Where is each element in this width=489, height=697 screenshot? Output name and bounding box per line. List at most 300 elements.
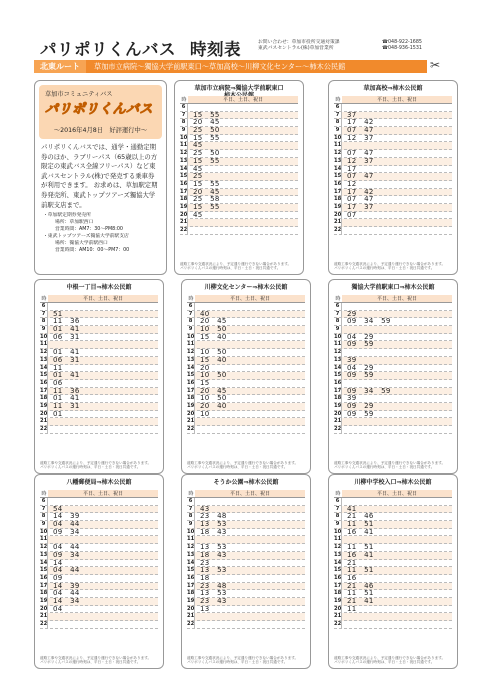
hour-cell: 6	[334, 303, 342, 310]
minutes-cell: 11 36	[53, 386, 80, 395]
hour-cell: 16	[40, 379, 48, 386]
minutes-cell	[342, 426, 452, 433]
contact-label: 東武バスセントラル(株)草加営業所	[258, 46, 334, 52]
hour-cell: 13	[334, 157, 342, 164]
hour-cell: 11	[40, 536, 48, 543]
minutes-cell: 04 29	[347, 332, 374, 341]
minutes-cell: 12 37	[347, 156, 374, 165]
timetable-row	[187, 418, 305, 426]
hour-cell: 8	[187, 318, 195, 325]
hour-cell: 6	[187, 498, 195, 505]
hour-cell: 19	[40, 597, 48, 604]
timetable-row	[187, 606, 305, 614]
minutes-cell: 07 47	[347, 172, 374, 181]
stop-title: 草加市立病院⇒獨協大学前駅東口	[194, 85, 284, 92]
info-subtitle: 草加市コミュニティバス	[45, 91, 113, 98]
minutes-cell: 20	[200, 363, 210, 372]
hour-cell: 17	[180, 188, 188, 195]
timetable-row	[187, 426, 305, 434]
stop-title: 草加高校⇒柿木公民館	[363, 85, 423, 92]
hour-cell: 16	[187, 574, 195, 581]
hour-cell: 21	[40, 613, 48, 620]
hour-cell: 22	[180, 227, 188, 233]
minutes-cell: 11 51	[347, 543, 374, 552]
minutes-cell: 14	[53, 558, 63, 567]
timetable	[40, 490, 158, 629]
hour-cell: 11	[187, 536, 195, 543]
minutes-cell: 21 46	[347, 581, 374, 590]
hour-cell: 8	[187, 513, 195, 520]
minutes-cell: 10 50	[200, 348, 227, 357]
minutes-cell: 04 44	[53, 520, 80, 529]
minutes-cell: 39	[347, 394, 357, 403]
office-place: 場所：獨協大学前駅西口	[55, 241, 108, 247]
route-name: 北東ルート	[34, 60, 86, 73]
panel-note: 道路工事や交通状況により、予定通り運行できない場合があります。 パリポリくんバスの運行時刻は、平日・土日・祝日共通です。	[187, 460, 299, 470]
minutes-cell: 23 48	[200, 512, 227, 521]
minutes-cell: 17	[347, 164, 357, 173]
minutes-cell: 15 55	[193, 133, 220, 142]
timetable-row	[334, 426, 452, 434]
minutes-cell	[48, 536, 158, 543]
hour-cell: 12	[180, 150, 188, 157]
hour-cell: 12	[40, 544, 48, 551]
minutes-cell: 11 51	[347, 520, 374, 529]
minutes-cell: 13	[200, 604, 210, 613]
info-panel	[34, 80, 167, 275]
timetable-header	[180, 96, 298, 104]
minutes-cell: 20 45	[200, 317, 227, 326]
minutes-cell: 45	[193, 210, 203, 219]
timetable-panel	[34, 474, 164, 669]
hour-cell: 13	[334, 551, 342, 558]
minutes-cell: 18 43	[200, 527, 227, 536]
timetable	[334, 295, 452, 434]
minutes-cell: 07 47	[347, 126, 374, 135]
hour-cell: 7	[187, 506, 195, 513]
hour-cell: 14	[40, 364, 48, 371]
hour-cell: 11	[180, 142, 188, 149]
hour-cell: 17	[187, 582, 195, 589]
hour-cell: 21	[180, 219, 188, 226]
hour-cell: 22	[334, 621, 342, 627]
hour-cell: 9	[187, 326, 195, 333]
hour-header: 時	[41, 491, 47, 497]
days-header: 平日、土日、祝日	[342, 96, 452, 103]
hour-cell: 8	[334, 513, 342, 520]
hour-cell: 19	[187, 597, 195, 604]
minutes-cell: 14 39	[53, 512, 80, 521]
minutes-cell	[342, 104, 452, 111]
minutes-cell: 09	[53, 573, 63, 582]
hour-cell: 13	[180, 157, 188, 164]
hour-cell: 18	[187, 395, 195, 402]
minutes-cell: 37	[347, 110, 357, 119]
minutes-cell	[48, 621, 158, 628]
timetable	[187, 490, 305, 629]
minutes-cell	[342, 418, 452, 425]
minutes-cell: 43	[200, 504, 210, 513]
hour-cell: 7	[187, 311, 195, 318]
route-bar	[34, 60, 427, 73]
hour-cell: 16	[334, 180, 342, 187]
days-header: 平日、土日、祝日	[195, 295, 305, 302]
minutes-cell: 13 53	[200, 520, 227, 529]
hour-cell: 13	[187, 551, 195, 558]
hour-cell: 13	[40, 551, 48, 558]
minutes-cell	[195, 536, 305, 543]
days-header: 平日、土日、祝日	[188, 96, 298, 103]
minutes-cell: 10 50	[200, 325, 227, 334]
hour-cell: 10	[334, 333, 342, 340]
hour-cell: 21	[334, 219, 342, 226]
timetable-row	[40, 613, 158, 621]
minutes-cell: 06	[53, 378, 63, 387]
days-header: 平日、土日、祝日	[342, 490, 452, 497]
hour-cell: 8	[40, 513, 48, 520]
info-description: パリポリくんバスでは、通学・通勤定期券のほか、ラブリーパス（65歳以上の方限定の東武バス全線フリーパス）など東武バスセントラル(株)で発売する乗車券が利用できます。 お求めは、草加駅定期券発売所、東武トップツアーズ獨協大学前駅支店まで。	[41, 143, 158, 209]
panel-note: 道路工事や交通状況により、予定通り運行できない場合があります。 パリポリくんバスの運行時刻は、平日・土日・祝日共通です。	[180, 261, 292, 271]
timetable-row	[334, 621, 452, 629]
minutes-cell: 40	[200, 309, 210, 318]
title-text: パリポリくんバス	[40, 40, 176, 59]
minutes-cell: 29	[347, 309, 357, 318]
minutes-cell: 11	[347, 604, 357, 613]
hour-cell: 19	[334, 203, 342, 210]
minutes-cell: 07 47	[347, 195, 374, 204]
contact-phone: ☎048-922-1685	[382, 40, 422, 45]
stop-title: 八幡郵便局⇒柿木公民館	[66, 479, 132, 486]
hour-cell: 20	[334, 211, 342, 218]
minutes-cell: 01	[53, 409, 63, 418]
hour-cell: 14	[187, 364, 195, 371]
info-banner	[39, 85, 162, 139]
minutes-cell: 21 46	[347, 512, 374, 521]
minutes-cell: 16	[347, 573, 357, 582]
timetable-row	[334, 411, 452, 419]
hour-cell: 17	[334, 582, 342, 589]
minutes-cell: 09 59	[347, 409, 374, 418]
minutes-cell: 13 53	[200, 543, 227, 552]
hour-cell: 7	[334, 112, 342, 119]
minutes-cell: 45	[193, 164, 203, 173]
stop-title: 獨協大学前駅東口⇒柿木公民館	[351, 284, 435, 291]
info-offices	[35, 210, 166, 254]
hour-cell: 16	[40, 574, 48, 581]
hour-cell: 16	[180, 180, 188, 187]
minutes-cell	[195, 303, 305, 310]
minutes-cell: 16 41	[347, 550, 374, 559]
timetable-panel	[174, 80, 304, 275]
timetable-row	[334, 212, 452, 220]
hour-cell: 9	[187, 521, 195, 528]
minutes-cell: 01 41	[53, 348, 80, 357]
stop-title: そうか公園⇒柿木公民館	[213, 479, 279, 486]
hour-cell: 20	[187, 605, 195, 612]
minutes-cell	[342, 498, 452, 505]
timetable-row	[40, 606, 158, 614]
days-header: 平日、土日、祝日	[195, 490, 305, 497]
panel-note: 道路工事や交通状況により、予定通り運行できない場合があります。 パリポリくんバスの運行時刻は、平日・土日・祝日共通です。	[334, 655, 446, 665]
minutes-cell	[342, 621, 452, 628]
minutes-cell: 14 34	[53, 596, 80, 605]
minutes-cell	[342, 349, 452, 356]
hour-cell: 18	[187, 590, 195, 597]
hour-cell: 8	[334, 119, 342, 126]
hour-cell: 21	[187, 418, 195, 425]
minutes-cell: 45	[193, 141, 203, 150]
minutes-cell: 15 40	[200, 332, 227, 341]
minutes-cell: 10	[200, 409, 210, 418]
minutes-cell: 11	[53, 363, 63, 372]
minutes-cell	[342, 326, 452, 333]
days-header: 平日、土日、祝日	[342, 295, 452, 302]
hour-cell: 10	[334, 528, 342, 535]
timetable-row	[187, 411, 305, 419]
hour-cell: 11	[334, 341, 342, 348]
hour-cell: 7	[334, 311, 342, 318]
hour-cell: 16	[334, 574, 342, 581]
hour-header: 時	[181, 97, 187, 103]
stop-title: 川柳文化センター⇒柿木公民館	[204, 284, 288, 291]
hour-cell: 21	[187, 613, 195, 620]
hour-cell: 17	[187, 387, 195, 394]
minutes-cell	[48, 613, 158, 620]
hour-cell: 14	[180, 165, 188, 172]
hour-cell: 19	[187, 402, 195, 409]
hour-cell: 17	[40, 582, 48, 589]
hour-cell: 10	[187, 333, 195, 340]
scissors-icon: ✂	[430, 58, 441, 72]
hour-cell: 12	[334, 150, 342, 157]
minutes-cell: 04 44	[53, 589, 80, 598]
minutes-cell	[48, 426, 158, 433]
hour-cell: 6	[180, 104, 188, 111]
timetable-panel	[181, 474, 311, 669]
minutes-cell: 09 34 59	[347, 317, 391, 326]
hour-cell: 13	[40, 356, 48, 363]
hour-cell: 9	[180, 127, 188, 134]
hour-cell: 15	[40, 567, 48, 574]
minutes-cell: 11 36	[53, 317, 80, 326]
minutes-cell: 20 45	[200, 386, 227, 395]
minutes-cell: 39	[347, 355, 357, 364]
timetable-header	[334, 96, 452, 104]
hour-header: 時	[335, 491, 341, 497]
minutes-cell	[48, 418, 158, 425]
timetable-panel	[328, 80, 458, 275]
minutes-cell: 20 45	[193, 187, 220, 196]
minutes-cell: 06 31	[53, 355, 80, 364]
stop-title: 川柳中学校入口⇒柿木公民館	[354, 479, 432, 486]
minutes-cell: 23 48	[200, 581, 227, 590]
hour-cell: 20	[334, 410, 342, 417]
hour-cell: 13	[334, 356, 342, 363]
hour-cell: 18	[180, 196, 188, 203]
minutes-cell	[48, 498, 158, 505]
hour-cell: 10	[180, 134, 188, 141]
minutes-cell: 21 41	[347, 596, 374, 605]
hour-cell: 10	[187, 528, 195, 535]
minutes-cell: 12	[347, 179, 357, 188]
minutes-cell: 14 39	[53, 581, 80, 590]
minutes-cell: 09 34	[53, 527, 80, 536]
panel-note: 道路工事や交通状況により、予定通り運行できない場合があります。 パリポリくんバスの運行時刻は、平日・土日・祝日共通です。	[187, 655, 299, 665]
hour-cell: 17	[334, 387, 342, 394]
office-name: ・東武トップツアーズ獨協大学前駅支店	[43, 234, 129, 240]
stop-title: 中根一丁目⇒柿木公民館	[66, 284, 132, 291]
minutes-cell: 20 40	[200, 401, 227, 410]
hour-cell: 18	[40, 395, 48, 402]
timetable-panel	[328, 279, 458, 474]
minutes-cell: 13 53	[200, 566, 227, 575]
hour-cell: 10	[40, 333, 48, 340]
minutes-cell: 23 43	[200, 596, 227, 605]
hour-cell: 17	[40, 387, 48, 394]
timetable-row	[40, 334, 158, 342]
timetable-row	[334, 529, 452, 537]
hour-cell: 15	[187, 567, 195, 574]
hour-cell: 17	[334, 188, 342, 195]
minutes-cell: 25 50	[193, 126, 220, 135]
minutes-cell	[342, 227, 452, 234]
minutes-cell: 15 55	[193, 156, 220, 165]
office-hours: 営業時間：AM7：30～PM8:00	[55, 227, 123, 233]
minutes-cell: 06 31	[53, 332, 80, 341]
minutes-cell: 15 40	[200, 355, 227, 364]
timetable-row	[334, 606, 452, 614]
hour-cell: 20	[180, 211, 188, 218]
office-hours: 営業時間：AM10：00～PM7：00	[55, 248, 130, 254]
timetable-panel	[181, 279, 311, 474]
timetable-row	[334, 227, 452, 235]
hour-cell: 21	[40, 418, 48, 425]
timetable	[334, 490, 452, 629]
timetable-row	[180, 212, 298, 220]
hour-header: 時	[41, 296, 47, 302]
minutes-cell: 15	[200, 378, 210, 387]
header	[34, 34, 461, 60]
minutes-cell: 12 37	[347, 133, 374, 142]
minutes-cell: 07	[347, 210, 357, 219]
hour-cell: 6	[187, 303, 195, 310]
timetable-header	[334, 490, 452, 498]
timetable-row	[40, 529, 158, 537]
minutes-cell	[342, 303, 452, 310]
hour-cell: 9	[40, 326, 48, 333]
timetable-row	[40, 418, 158, 426]
hour-cell: 20	[187, 410, 195, 417]
minutes-cell: 13 53	[200, 589, 227, 598]
hour-cell: 19	[40, 402, 48, 409]
minutes-cell: 15 55	[193, 202, 220, 211]
minutes-cell: 17 42	[347, 118, 374, 127]
timetable-row	[334, 135, 452, 143]
minutes-cell: 20 45	[193, 118, 220, 127]
minutes-cell: 51	[53, 309, 63, 318]
minutes-cell	[188, 227, 298, 234]
hour-cell: 9	[334, 326, 342, 333]
office-name: ・草加駅定期券発売所	[43, 213, 91, 219]
hour-cell: 11	[334, 142, 342, 149]
panel-note: 道路工事や交通状況により、予定通り運行できない場合があります。 パリポリくんバスの運行時刻は、平日・土日・祝日共通です。	[334, 460, 446, 470]
hour-cell: 13	[187, 356, 195, 363]
route-description: 草加市立病院～獨協大学前駅東口～草加高校～川柳文化センター～柿木公民館	[94, 61, 346, 71]
minutes-cell: 15 55	[193, 110, 220, 119]
hour-cell: 6	[40, 498, 48, 505]
minutes-cell: 25 50	[193, 149, 220, 158]
timetable-header	[40, 295, 158, 303]
hour-cell: 15	[334, 372, 342, 379]
hour-header: 時	[335, 97, 341, 103]
timetable-row	[334, 219, 452, 227]
hour-cell: 15	[334, 173, 342, 180]
timetable	[187, 295, 305, 434]
timetable	[40, 295, 158, 434]
minutes-cell	[48, 303, 158, 310]
minutes-cell: 54	[53, 504, 63, 513]
timetable-row	[40, 411, 158, 419]
timetable-row	[187, 621, 305, 629]
minutes-cell	[342, 613, 452, 620]
hour-cell: 12	[187, 349, 195, 356]
timetable-row	[334, 372, 452, 380]
hour-header: 時	[188, 491, 194, 497]
minutes-cell	[342, 380, 452, 387]
minutes-cell: 15 55	[193, 179, 220, 188]
hour-cell: 15	[334, 567, 342, 574]
minutes-cell	[188, 219, 298, 226]
hour-cell: 14	[334, 364, 342, 371]
minutes-cell: 18	[200, 573, 210, 582]
hour-cell: 14	[187, 559, 195, 566]
minutes-cell: 41	[347, 504, 357, 513]
hour-cell: 7	[40, 311, 48, 318]
minutes-cell	[195, 613, 305, 620]
hour-cell: 19	[334, 597, 342, 604]
hour-cell: 11	[334, 536, 342, 543]
hour-cell: 14	[334, 165, 342, 172]
hour-cell: 18	[334, 196, 342, 203]
minutes-cell: 09 29	[347, 401, 374, 410]
hour-cell: 8	[334, 318, 342, 325]
timetable-row	[180, 219, 298, 227]
minutes-cell	[342, 219, 452, 226]
hour-cell: 15	[187, 372, 195, 379]
hour-cell: 7	[40, 506, 48, 513]
minutes-cell	[48, 341, 158, 348]
minutes-cell: 09 59	[347, 340, 374, 349]
timetable-row	[187, 334, 305, 342]
minutes-cell: 25	[193, 172, 203, 181]
days-header: 平日、土日、祝日	[48, 295, 158, 302]
minutes-cell: 09 34 59	[347, 386, 391, 395]
minutes-cell: 11 31	[53, 401, 80, 410]
minutes-cell: 09 34	[53, 550, 80, 559]
timetable-panel	[34, 279, 164, 474]
minutes-cell: 01 41	[53, 394, 80, 403]
hour-cell: 10	[334, 134, 342, 141]
hour-cell: 6	[334, 104, 342, 111]
minutes-cell: 04 44	[53, 566, 80, 575]
hour-cell: 12	[334, 349, 342, 356]
timetable-header	[334, 295, 452, 303]
hour-cell: 20	[334, 605, 342, 612]
timetable-row	[187, 529, 305, 537]
minutes-cell: 21	[347, 558, 357, 567]
timetable-row	[334, 613, 452, 621]
hour-cell: 9	[334, 521, 342, 528]
